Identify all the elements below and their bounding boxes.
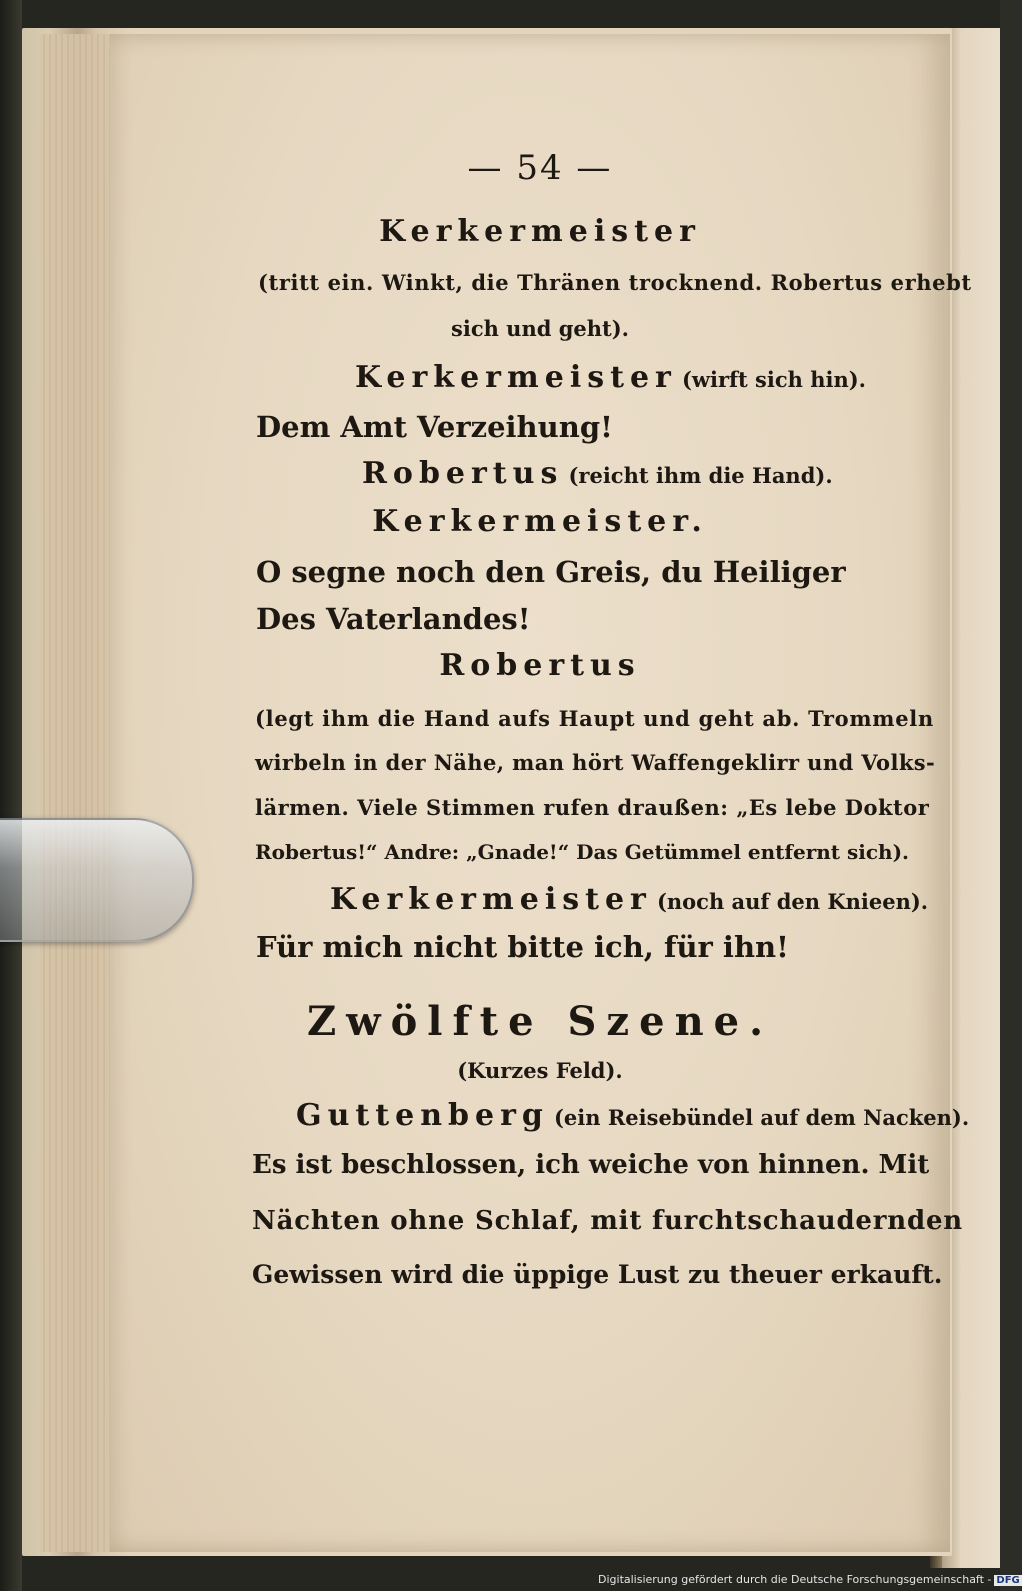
stage-direction: (tritt ein. Winkt, die Thränen trocknend. Robertus erhebt (258, 270, 972, 295)
page-edges (40, 34, 112, 1552)
dfg-logo: DFG (996, 1575, 1020, 1586)
stage-direction: (reicht ihm die Hand). (568, 463, 833, 488)
prose-line: Nächten ohne Schlaf, mit furchtschaudernden (252, 1206, 963, 1236)
verse-line: Dem Amt Verzeihung! (256, 410, 613, 444)
speaker-name: Robertus (362, 456, 564, 491)
verse-line: O segne noch den Greis, du Heiliger (256, 555, 846, 589)
verse-line: Für mich nicht bitte ich, für ihn! (256, 930, 789, 964)
page-number: — 54 — (467, 148, 613, 188)
stage-direction: sich und geht). (451, 316, 629, 341)
stage-direction: (Kurzes Feld). (457, 1058, 623, 1083)
speaker-heading: Kerkermeister (379, 214, 701, 249)
footer-text: Digitalisierung gefördert durch die Deutsche Forschungsgemeinschaft - (598, 1573, 992, 1586)
stage-direction: (legt ihm die Hand aufs Haupt und geht ab. Trommeln (255, 706, 934, 731)
stage-direction: lärmen. Viele Stimmen rufen draußen: „Es lebe Doktor (255, 795, 930, 820)
speaker-line (330, 882, 928, 917)
speaker-line (355, 360, 866, 395)
stage-direction: (noch auf den Knieen). (656, 889, 929, 914)
speaker-name: Kerkermeister (330, 882, 652, 917)
stage-direction: Robertus!“ Andre: „Gnade!“ Das Getümmel entfernt sich). (255, 840, 910, 864)
scene-title: Zwölfte Szene. (306, 998, 774, 1045)
speaker-name: Guttenberg (296, 1098, 549, 1133)
glass-page-holder (0, 818, 194, 942)
book-page (110, 34, 950, 1552)
verse-line: Des Vaterlandes! (256, 602, 531, 636)
prose-line: Es ist beschlossen, ich weiche von hinnen. Mit (252, 1150, 930, 1180)
speaker-line (296, 1098, 969, 1133)
footer-credit (598, 1573, 1020, 1589)
speaker-heading: Kerkermeister. (372, 504, 708, 539)
stage-direction: wirbeln in der Nähe, man hört Waffengeklirr und Volks- (255, 750, 936, 775)
speaker-line (362, 456, 833, 491)
stage-direction: (wirft sich hin). (681, 367, 866, 392)
speaker-name: Kerkermeister (355, 360, 677, 395)
scanner-edge (0, 0, 22, 1591)
stage-direction: (ein Reisebündel auf dem Nacken). (553, 1105, 970, 1130)
speaker-heading: Robertus (439, 648, 641, 683)
prose-line: Gewissen wird die üppige Lust zu theuer erkauft. (252, 1260, 943, 1289)
